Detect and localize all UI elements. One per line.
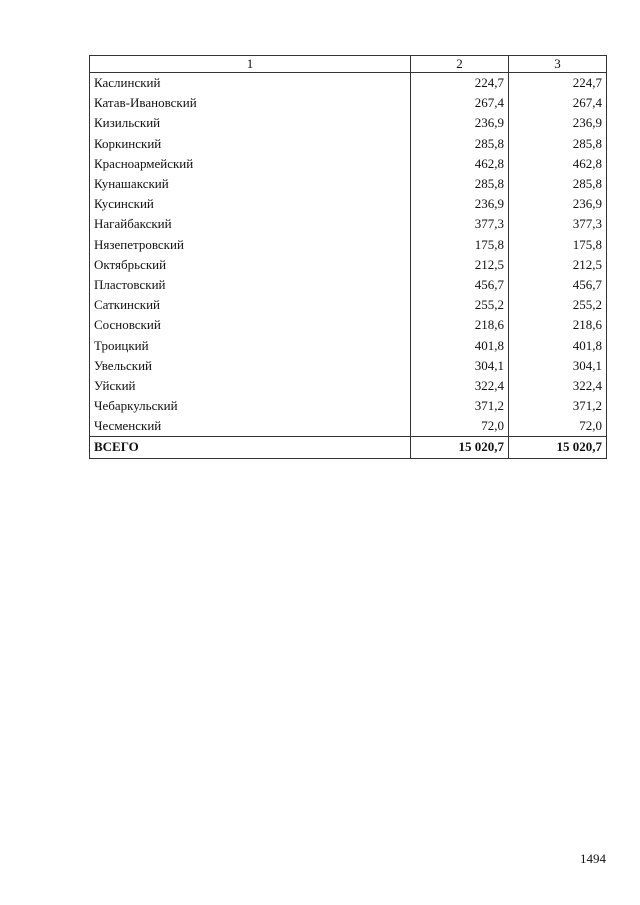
value-col3: 401,8	[509, 335, 607, 355]
value-col3: 267,4	[509, 93, 607, 113]
district-name: Кусинский	[90, 194, 411, 214]
district-name: Коркинский	[90, 134, 411, 154]
district-name: Нязепетровский	[90, 235, 411, 255]
district-name: Чебаркульский	[90, 396, 411, 416]
table-row	[90, 335, 607, 355]
district-name: Уйский	[90, 376, 411, 396]
table-body	[90, 73, 607, 437]
value-col2: 212,5	[411, 255, 509, 275]
budget-table-container	[89, 55, 606, 459]
value-col2: 175,8	[411, 235, 509, 255]
value-col3: 236,9	[509, 113, 607, 133]
value-col3: 212,5	[509, 255, 607, 275]
total-value-col2: 15 020,7	[411, 437, 509, 458]
value-col2: 236,9	[411, 194, 509, 214]
table-row	[90, 134, 607, 154]
value-col2: 72,0	[411, 416, 509, 437]
table-row	[90, 93, 607, 113]
table-row	[90, 376, 607, 396]
table-row	[90, 154, 607, 174]
value-col2: 401,8	[411, 335, 509, 355]
district-name: Каслинский	[90, 73, 411, 94]
value-col3: 322,4	[509, 376, 607, 396]
district-name: Чесменский	[90, 416, 411, 437]
value-col3: 285,8	[509, 134, 607, 154]
table-row	[90, 275, 607, 295]
district-name: Кунашакский	[90, 174, 411, 194]
table-row	[90, 194, 607, 214]
value-col3: 224,7	[509, 73, 607, 94]
table-row	[90, 235, 607, 255]
value-col3: 72,0	[509, 416, 607, 437]
value-col3: 285,8	[509, 174, 607, 194]
table-row	[90, 396, 607, 416]
district-name: Октябрьский	[90, 255, 411, 275]
table-row	[90, 315, 607, 335]
district-name: Саткинский	[90, 295, 411, 315]
value-col2: 285,8	[411, 174, 509, 194]
value-col3: 255,2	[509, 295, 607, 315]
table-row	[90, 356, 607, 376]
value-col2: 224,7	[411, 73, 509, 94]
value-col2: 322,4	[411, 376, 509, 396]
district-name: Сосновский	[90, 315, 411, 335]
value-col3: 371,2	[509, 396, 607, 416]
column-header-1: 1	[90, 56, 411, 73]
district-name: Пластовский	[90, 275, 411, 295]
budget-table	[89, 55, 607, 459]
value-col2: 218,6	[411, 315, 509, 335]
value-col3: 218,6	[509, 315, 607, 335]
value-col2: 255,2	[411, 295, 509, 315]
district-name: Нагайбакский	[90, 214, 411, 234]
total-label: ВСЕГО	[90, 437, 411, 458]
table-row	[90, 255, 607, 275]
district-name: Увельский	[90, 356, 411, 376]
table-row	[90, 174, 607, 194]
value-col2: 236,9	[411, 113, 509, 133]
page-number: 1494	[580, 851, 606, 866]
table-row	[90, 416, 607, 437]
table-row	[90, 295, 607, 315]
value-col3: 456,7	[509, 275, 607, 295]
column-header-3: 3	[509, 56, 607, 73]
table-row	[90, 214, 607, 234]
table-total-row	[90, 437, 607, 458]
value-col3: 304,1	[509, 356, 607, 376]
total-value-col3: 15 020,7	[509, 437, 607, 458]
value-col3: 377,3	[509, 214, 607, 234]
value-col2: 377,3	[411, 214, 509, 234]
value-col2: 462,8	[411, 154, 509, 174]
value-col2: 456,7	[411, 275, 509, 295]
table-header-row	[90, 56, 607, 73]
table-row	[90, 113, 607, 133]
value-col3: 462,8	[509, 154, 607, 174]
value-col3: 236,9	[509, 194, 607, 214]
value-col3: 175,8	[509, 235, 607, 255]
value-col2: 304,1	[411, 356, 509, 376]
district-name: Катав-Ивановский	[90, 93, 411, 113]
district-name: Красноармейский	[90, 154, 411, 174]
column-header-2: 2	[411, 56, 509, 73]
value-col2: 267,4	[411, 93, 509, 113]
value-col2: 371,2	[411, 396, 509, 416]
value-col2: 285,8	[411, 134, 509, 154]
table-row	[90, 73, 607, 94]
district-name: Кизильский	[90, 113, 411, 133]
district-name: Троицкий	[90, 335, 411, 355]
